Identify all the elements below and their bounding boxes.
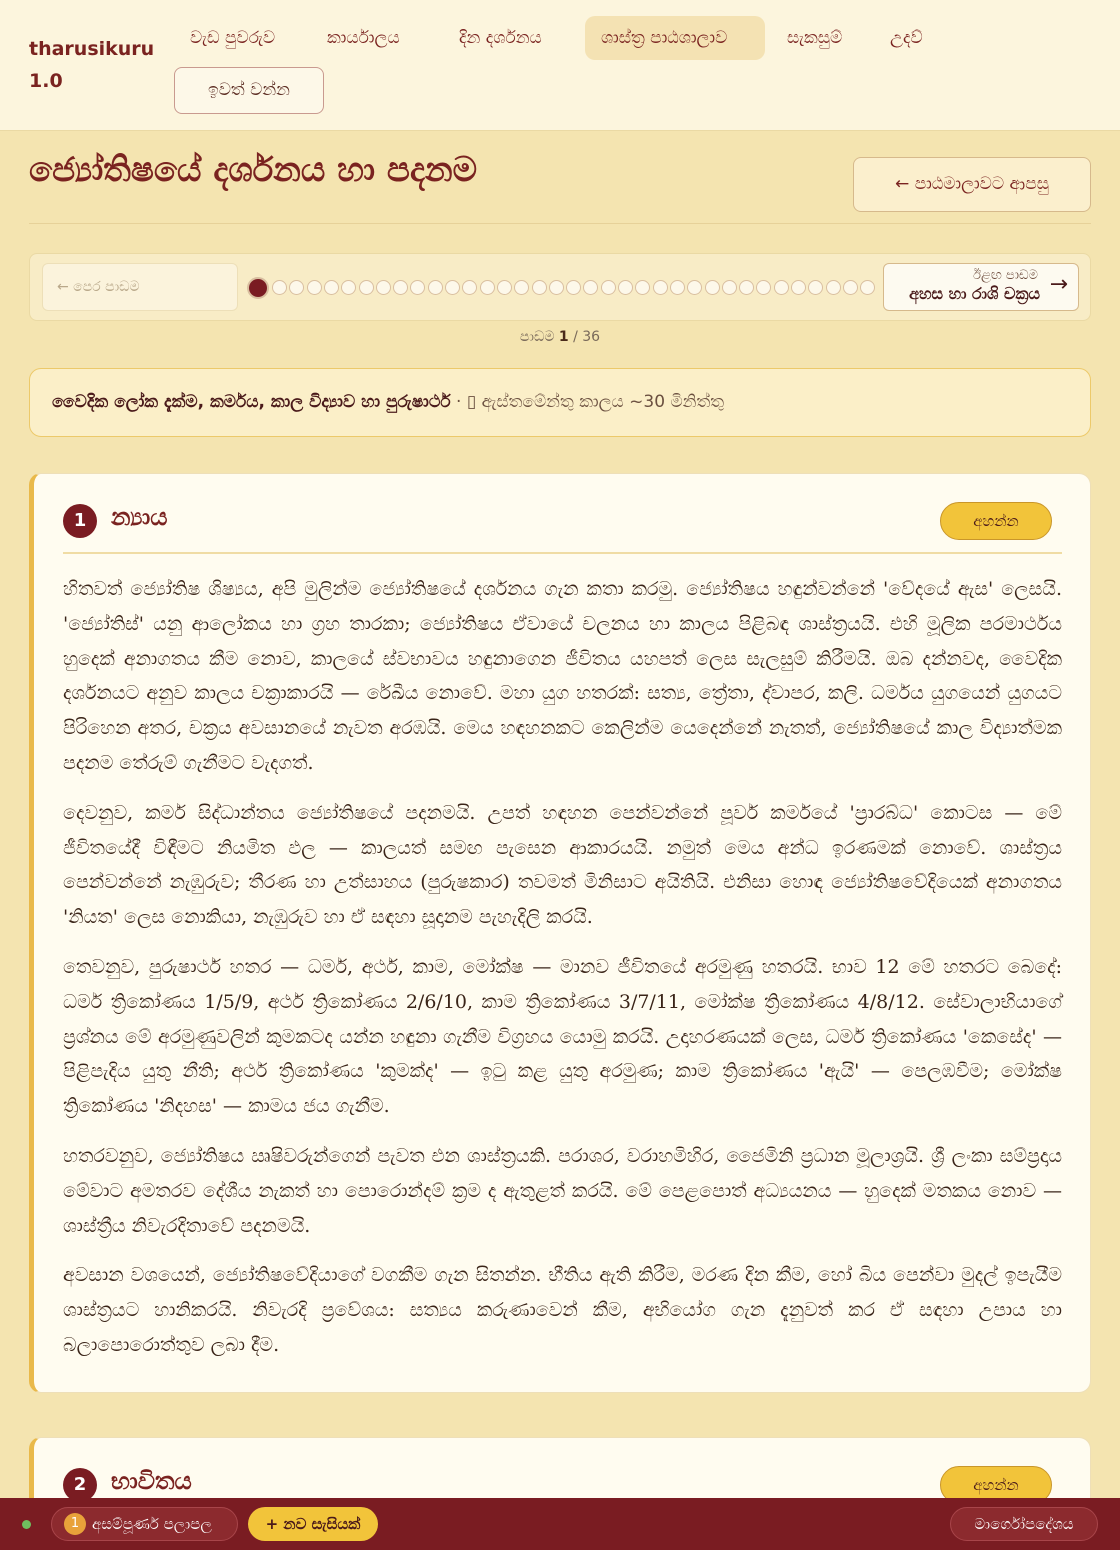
next-lesson-title: අහස හා රාශි චක්‍රය <box>909 284 1040 303</box>
lesson-dot-23[interactable] <box>635 280 650 295</box>
lesson-total-number: 36 <box>582 329 601 345</box>
section-divider <box>63 552 1062 554</box>
lesson-dot-30[interactable] <box>756 280 771 295</box>
lesson-dot-8[interactable] <box>376 280 391 295</box>
lesson-dot-4[interactable] <box>307 280 322 295</box>
clock-icon: ▯ <box>466 392 477 412</box>
lesson-dot-25[interactable] <box>670 280 685 295</box>
lesson-dot-26[interactable] <box>687 280 702 295</box>
new-session-button[interactable]: + නව සැසියක් <box>248 1507 378 1541</box>
brand-name: tharusikuru <box>29 38 155 60</box>
lesson-dot-18[interactable] <box>549 280 564 295</box>
lesson-dot-16[interactable] <box>514 280 529 295</box>
status-dot-icon <box>22 1520 31 1529</box>
lesson-dot-20[interactable] <box>583 280 598 295</box>
brand-logo[interactable] <box>29 33 159 97</box>
nav-item-calendar[interactable]: දින දර්ශනය <box>459 28 542 48</box>
logout-button[interactable]: ඉවත් වන්න <box>174 67 324 114</box>
section-number: 2 <box>63 1468 97 1502</box>
lesson-current-number: 1 <box>558 329 569 345</box>
guide-button[interactable]: මාර්ගෝපදේශය <box>950 1507 1098 1541</box>
section-card-theory <box>29 473 1091 1393</box>
lesson-navigator <box>29 253 1091 321</box>
lesson-info-banner <box>29 368 1091 437</box>
lesson-duration: ඇස්තමේන්තු කාලය ~30 මිනිත්තු <box>481 392 725 412</box>
next-lesson-button[interactable] <box>883 263 1079 311</box>
lesson-dot-3[interactable] <box>289 280 304 295</box>
lesson-dot-24[interactable] <box>653 280 668 295</box>
paragraph: අවසාන වශයෙන්, ජ්‍යෝතිෂවේදියාගේ වගකීම ගැන සිතන්න. භීතිය ඇති කිරීම, මරණ දින කීම, හෝ බිය පෙන්වා මුදල් ඉපැයීම ශාස්ත්‍රයට හානිකරයි. නිවැරදි ප්‍රවේශය: සත්‍යය කරුණාවෙන් කීම, අභියෝග ගැන දැනුවත් කර ඒ සඳහා උපාය හා බලාපොරොත්තුව ලබා දීම. <box>63 1264 1062 1356</box>
nav-item-help[interactable]: උදව් <box>890 28 923 48</box>
nav-item-office[interactable]: කාර්යාලය <box>327 28 400 48</box>
lesson-dot-5[interactable] <box>324 280 339 295</box>
section-title: භාවිතය <box>111 1467 192 1495</box>
lesson-dot-9[interactable] <box>393 280 408 295</box>
lesson-dot-15[interactable] <box>497 280 512 295</box>
lesson-topics: වෛදික ලෝක දැක්ම, කර්මය, කාල විද්‍යාව හා පුරුෂාර්ථ <box>52 392 451 412</box>
incomplete-readings-button[interactable] <box>51 1507 238 1541</box>
lesson-counter <box>0 329 1120 345</box>
lesson-dot-2[interactable] <box>272 280 287 295</box>
lesson-dot-12[interactable] <box>445 280 460 295</box>
top-navbar <box>0 0 1120 131</box>
lesson-counter-prefix: පාඩම <box>519 329 555 345</box>
paragraph: හිතවත් ජ්‍යෝතිෂ ශිෂ්‍යය, අපි මුලින්ම ජ්‍යෝතිෂයේ දර්ශනය ගැන කතා කරමු. ජ්‍යෝතිෂය හඳුන්වන්නේ 'වේදයේ ඇස' ලෙසයි. 'ජ්‍යෝතිස්' යනු ආලෝකය හා ග්‍රහ තාරකා; ජ්‍යෝතිෂය ඒවායේ චලනය හා කාලය පිළිබඳ ශාස්ත්‍රයයි. එහි මූලික පරමාර්ථය හුදෙක් අනාගතය කීම නොව, කාලයේ ස්වභාවය හඳුනාගෙන ජීවිතය යහපත් ලෙස සැලසුම් කිරීමයි. ඔබ දන්නවද, වෛදික දර්ශනයට අනුව කාලය චක්‍රාකාරයි — රේඛීය නොවේ. මහා යුග හතරක්: සත්‍ය, ත්‍රේතා, ද්වාපර, කලි. ධර්මය යුගයෙන් යුගයට පිරිහෙන අතර, චක්‍රය අවසානයේ නැවත අරඹයි. මෙය හඳහනකට කෙලින්ම යෙදෙන්නේ නැතත්, ජ්‍යෝතිෂයේ කාල විද්‍යාත්මක පදනම තේරුම් ගැනීමට වැදගත්. <box>63 578 1062 774</box>
nav-item-settings[interactable]: සැකසුම් <box>787 28 843 48</box>
listen-button[interactable]: අහන්න <box>940 1466 1052 1504</box>
lesson-dot-13[interactable] <box>462 280 477 295</box>
lesson-dot-14[interactable] <box>480 280 495 295</box>
section-number: 1 <box>63 504 97 538</box>
lesson-dot-1[interactable] <box>247 277 269 299</box>
lesson-dot-33[interactable] <box>808 280 823 295</box>
lesson-dot-17[interactable] <box>532 280 547 295</box>
section-body <box>63 572 1062 1378</box>
paragraph: දෙවනුව, කර්ම සිද්ධාන්තය ජ්‍යෝතිෂයේ පදනමයි. උපත් හඳහන පෙන්වන්නේ පූර්ව කර්මයේ 'ප්‍රාරබ්ධ' කොටස — මේ ජීවිතයේදී විඳීමට නියමිත ඵල — කාලයත් සමඟ පැසෙන ආකාරයයි. නමුත් මෙය අන්ධ ඉරණමක් නොවේ. ශාස්ත්‍රය පෙන්වන්නේ නැඹුරුව; තීරණ හා උත්සාහය (පුරුෂකාර) තවමත් මිනිසාට අයිතියි. එනිසා හොඳ ජ්‍යෝතිෂවේදියෙක් අනාගතය 'නියත' ලෙස නොකියා, නැඹුරුව හා ඒ සඳහා සූදානම පැහැදිලි කරයි. <box>63 801 1062 929</box>
prev-lesson-button[interactable]: ← පෙර පාඩම <box>42 263 238 311</box>
lesson-dot-21[interactable] <box>601 280 616 295</box>
incomplete-readings-label: අසම්පූර්ණ පලාපල <box>92 1515 212 1533</box>
lesson-dot-29[interactable] <box>739 280 754 295</box>
next-lesson-caption: ඊළඟ පාඩම <box>972 268 1038 283</box>
section-title: න්‍යාය <box>111 503 168 531</box>
arrow-right-icon: → <box>1049 272 1068 297</box>
incomplete-count-badge: 1 <box>64 1513 86 1535</box>
lesson-dot-32[interactable] <box>791 280 806 295</box>
bottom-status-bar <box>0 1498 1120 1550</box>
lesson-dot-36[interactable] <box>860 280 875 295</box>
lesson-dot-28[interactable] <box>722 280 737 295</box>
back-to-course-button[interactable]: ← පාඨමාලාවට ආපසු <box>853 157 1091 212</box>
lesson-dot-19[interactable] <box>566 280 581 295</box>
lesson-dot-10[interactable] <box>410 280 425 295</box>
lesson-dot-22[interactable] <box>618 280 633 295</box>
paragraph: තෙවනුව, පුරුෂාර්ථ හතර — ධර්ම, අර්ථ, කාම, මෝක්ෂ — මානව ජීවිතයේ අරමුණු හතරයි. භාව 12 මේ හතරට බෙදේ: ධර්ම ත්‍රිකෝණය 1/5/9, අර්ථ ත්‍රිකෝණය 2/6/10, කාම ත්‍රිකෝණය 3/7/11, මෝක්ෂ ත්‍රිකෝණය 4/8/12. සේවාලාභියාගේ ප්‍රශ්නය මේ අරමුණුවලින් කුමකටද යන්න හඳුනා ගැනීම විග්‍රහය යොමු කරයි. උදාහරණයක් ලෙස, ධර්ම ත්‍රිකෝණය 'කෙසේද' — පිළිපැදිය යුතු නීති; අර්ථ ත්‍රිකෝණය 'කුමක්ද' — ඉටු කළ යුතු අරමුණ; කාම ත්‍රිකෝණය 'ඇයි' — පෙලඹවීම; මෝක්ෂ ත්‍රිකෝණය 'නිදහස' — කාමය ජය ගැනීම. <box>63 955 1062 1118</box>
lesson-progress-dots <box>247 278 877 298</box>
page-title: ජ්‍යෝතිෂයේ දර්ශනය හා පදනම <box>29 150 478 190</box>
lesson-dot-6[interactable] <box>341 280 356 295</box>
title-divider <box>29 223 1091 224</box>
info-separator: · <box>456 392 462 412</box>
lesson-dot-31[interactable] <box>774 280 789 295</box>
nav-item-academy[interactable]: ශාස්ත්‍ර පාඨශාලාව <box>585 16 765 60</box>
lesson-counter-sep: / <box>573 329 578 345</box>
lesson-dot-11[interactable] <box>428 280 443 295</box>
nav-item-dashboard[interactable]: වැඩ පුවරුව <box>190 28 276 48</box>
brand-version: 1.0 <box>29 70 63 92</box>
lesson-dot-35[interactable] <box>843 280 858 295</box>
lesson-dot-27[interactable] <box>705 280 720 295</box>
lesson-dot-7[interactable] <box>359 280 374 295</box>
listen-button[interactable]: අහන්න <box>940 502 1052 540</box>
lesson-dot-34[interactable] <box>826 280 841 295</box>
paragraph: හතරවනුව, ජ්‍යෝතිෂය ඍෂිවරුන්ගෙන් පැවත එන ශාස්ත්‍රයකි. පරාශර, වරාහමිහිර, ජෛමිනි ප්‍රධාන මූලාශ්‍රයි. ශ්‍රී ලංකා සම්ප්‍රදාය මේවාට අමතරව දේශීය නැකත් හා පොරොන්දම් ක්‍රම ද ඇතුළත් කරයි. මේ පෙළපොත් අධ්‍යයනය — හුදෙක් මතකය නොව — ශාස්ත්‍රීය නිවැරදිතාවේ පදනමයි. <box>63 1144 1062 1237</box>
